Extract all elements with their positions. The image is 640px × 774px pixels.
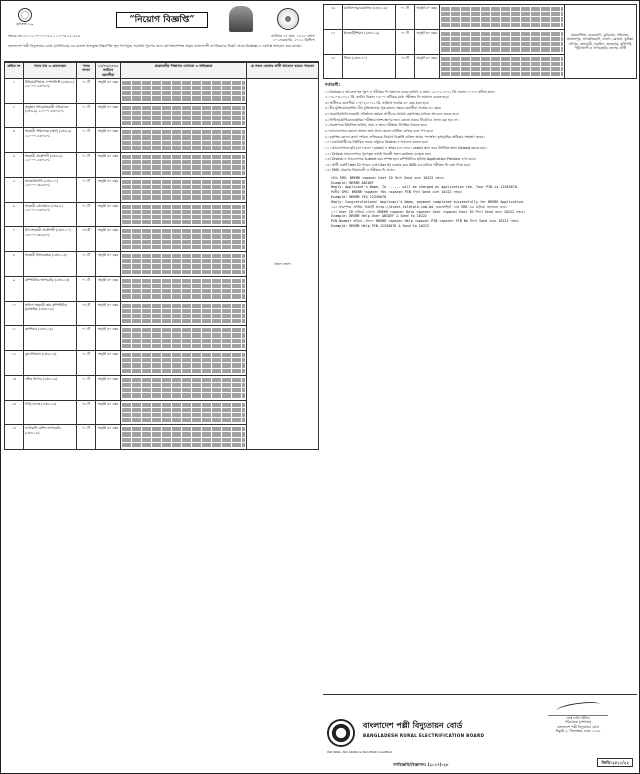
- row-count: ০৫ টি: [395, 54, 414, 79]
- row-serial: ৫: [5, 177, 24, 202]
- qualification-text-line: [122, 358, 245, 362]
- row-serial: ৪: [5, 153, 24, 178]
- qualification-text-line: [122, 135, 245, 139]
- row-serial: ৯: [5, 276, 24, 301]
- row-qualification: [121, 351, 247, 376]
- row-serial: ৩: [5, 128, 24, 153]
- terms-item: ১০। চাকরিপ্রার্থীদের নির্ধারিত ফরমে শুধুমাত্র Online-এ আবেদন করতে হবে।: [325, 140, 429, 145]
- row-post: অনুষ্ঠান সচিব/সহকারী পরিচালক (গ্রেড-৯) ২২০০০-৫৩০৬০/-: [23, 103, 76, 128]
- qualification-text-line: [122, 220, 245, 224]
- qualification-text-line: [122, 333, 245, 337]
- qualification-text-line: [441, 72, 563, 76]
- signer-name: মোঃ ফরিদ উদ্দিন: [566, 716, 590, 720]
- qualification-text-line: [122, 279, 245, 283]
- sun-icon: [18, 8, 32, 22]
- signer-office: বাংলাদেশ পল্লী বিদ্যুতায়ন বোর্ড: [557, 724, 599, 729]
- terms-list: [323, 90, 637, 173]
- qualification-text-line: [441, 57, 563, 61]
- sms-line: Reply: Applicant's Name, Tk ...... will be charged as application fee. Your PIN is 12345678.: [331, 185, 519, 190]
- signature-image: [548, 698, 608, 716]
- qualification-text-line: [122, 339, 245, 343]
- row-count: ০১ টি: [77, 202, 96, 227]
- row-serial: ২: [5, 103, 24, 128]
- sms-line: ১৬। প্রবেশপত্র প্রাপ্তির বিষয়টি http://brebr.teletalk.com.bd ওয়েবসাইটে এবং SMS-এর মাধ্যমে জানানো হবে।: [331, 204, 507, 209]
- qualification-text-line: [122, 185, 245, 189]
- row-qualification: [121, 301, 247, 326]
- row-serial: ১৬: [324, 5, 343, 30]
- row-district: ময়মনসিংহ, নেত্রকোণা, কুড়িগ্রাম, গাইবান্ধা, জামালপুর, লালমনিরহাট, ভোলা, বরগুনা, কুমিল্লা, চাঁদপুর, রাজবাড়ী, নড়াইল, মেহেরপুর, মুন্সিগঞ্জ, পটুয়াখালী ও খাগড়াছড়ি জেলার প্রার্থী: [564, 5, 636, 79]
- memo-date-row: [8, 34, 315, 43]
- terms-item: ১৫। SMS প্রেরণের নিয়মাবলী ও পরীক্ষার ফি প্রদান:: [325, 168, 395, 173]
- qualification-text-line: [441, 7, 563, 11]
- terms-item: ১। Online-এ আবেদনপত্র পূরণ ও পরীক্ষার ফি জমাদান শুরুর তারিখ ও সময়: ১৫-০২-২০২২ খ্রি. সকাল ১০:০০ ঘটিকা হতে।: [325, 89, 495, 94]
- qualification-text-line: [122, 91, 245, 95]
- intro-text: বাংলাদেশ পল্লী বিদ্যুতায়ন বোর্ড (বাপবিবো)-এর রাজস্ব খাতভুক্ত নিম্নবর্ণিত শূন্য পদসমূহে সরাসরি পূরণের জন্য যোগ্যতাসম্পন্ন প্রকৃত বাংলাদেশী নাগরিকদের নিকট থেকে Online-এ দরখাস্ত আহবান করা যাচ্ছে।: [8, 44, 302, 48]
- qualification-text-line: [122, 121, 245, 125]
- row-qualification: [121, 326, 247, 351]
- header: [4, 4, 319, 62]
- qualification-text-line: [122, 427, 245, 431]
- right-column: [323, 4, 637, 770]
- qualification-text-line: [122, 432, 245, 436]
- row-age: অনূর্ধ্ব ৩০ বছর: [96, 400, 121, 425]
- vacancy-table-continued: [323, 4, 637, 79]
- row-qualification: [121, 128, 247, 153]
- qualification-text-line: [122, 264, 245, 268]
- qualification-text-line: [441, 17, 563, 21]
- qualification-text-line: [122, 254, 245, 258]
- row-qualification: [121, 375, 247, 400]
- govt-seal-icon: [277, 8, 299, 30]
- qualification-text-line: [122, 388, 245, 392]
- qualification-text-line: [122, 294, 245, 298]
- row-serial: ১০: [5, 301, 24, 326]
- qualification-text-line: [122, 210, 245, 214]
- qualification-text-line: [122, 304, 245, 308]
- row-qualification: [121, 425, 247, 450]
- row-post: অফিস সহকারী কাম কম্পিউটার মুদ্রাক্ষরিক (গ্রেড-১৬): [23, 301, 76, 326]
- terms-title: শর্তাবলী:: [325, 82, 341, 88]
- row-post: পিয়ন (গ্রেড-২০): [342, 54, 395, 79]
- sms-line: প্রথম SMS: BREBR <space> User ID লিখে Send করুন 16222 নম্বরে।: [331, 175, 444, 180]
- qualification-text-line: [122, 284, 245, 288]
- row-age: অনূর্ধ্ব ৩০ বছর: [96, 301, 121, 326]
- qualification-text-line: [122, 165, 245, 169]
- row-qualification: [121, 202, 247, 227]
- sms-line: Example: BREBR ABCDEF: [331, 180, 374, 185]
- row-post: সহকারী হিসাবরক্ষক (গ্রেড-১৩): [23, 252, 76, 277]
- row-qualification: [121, 227, 247, 252]
- row-post: সহকারী প্রকৌশলী (গ্রেড-৯) ২২০০০-৫৩০৬০/-: [23, 153, 76, 178]
- row-post: মিডিয়া/পিআর স্পেশালিস্ট (গ্রেড-৯) ২২০০০-৫৩০৬০/-: [23, 78, 76, 103]
- terms-item: ৩। প্রার্থীদের বয়সসীমা ১০/০২/২০২২ খ্রি. তারিখে সর্বোচ্চ ৩০ বছর হতে হবে।: [325, 100, 429, 105]
- qualification-text-line: [122, 408, 245, 412]
- sms-line: ১৭। User ID হারিয়ে গেলে: BREBR <space> Help <space> User <space> User ID লিখে Send করুন 16222 নম্বরে।: [331, 209, 525, 214]
- terms-item: ১২। Online আবেদনপত্রে পূরণকৃত তথ্যই পরবর্তী সকল কার্যক্রমে ব্যবহৃত হবে।: [325, 151, 432, 156]
- row-age: অনূর্ধ্ব ৩০ বছর: [96, 252, 121, 277]
- signature-block: [523, 698, 633, 733]
- row-age: অনূর্ধ্ব ৩০ বছর: [96, 128, 121, 153]
- terms-item: ১৪। প্রার্থী একটি User ID পাবেন এবং User ID ব্যবহার করে SMS-এর মাধ্যমে পরীক্ষার ফি জমা দিতে হবে।: [325, 162, 471, 167]
- qualification-text-line: [441, 37, 563, 41]
- row-post: অ্যাকাউন্টেন্ট (গ্রেড-১০) ১৬০০০-৩৮৬৪০/-: [23, 177, 76, 202]
- qualification-text-line: [122, 155, 245, 159]
- row-serial: ১৪: [5, 400, 24, 425]
- terms-item: ১১। আবেদনপত্রে ছবি (৩০০×৩০০ pixel) ও স্বাক্ষর (৩০০×৮০ pixel) স্ক্যান করে নির্ধারিত স্থানে Upload করতে হবে।: [325, 145, 487, 150]
- row-count: ০১ টি: [77, 276, 96, 301]
- memo-number: স্মারক নং-২৭.১২.০০০০.০৫৫.১১.০০৩.২২-২৮৯: [8, 34, 81, 38]
- qualification-text-line: [122, 146, 245, 150]
- qualification-text-line: [122, 190, 245, 194]
- row-age: অনূর্ধ্ব ৩০ বছর: [96, 103, 121, 128]
- header-count: পদের সংখ্যা: [77, 63, 96, 79]
- row-qualification: [121, 400, 247, 425]
- date-block: [271, 34, 315, 43]
- row-age: অনূর্ধ্ব ৩০ বছর: [414, 54, 439, 79]
- portrait-image: [229, 6, 253, 32]
- brand-name-english: BANGLADESH RURAL ELECTRIFICATION BOARD: [363, 733, 485, 738]
- sms-line: PIN Number হারিয়ে গেলে: BREBR <space> Help <space> PIN <space> PIN No লিখে Send করুন 16222 নম্বরে।: [331, 219, 520, 224]
- row-count: ০১ টি: [77, 78, 96, 103]
- row-age: অনূর্ধ্ব ৩০ বছর: [96, 276, 121, 301]
- row-serial: ১৭: [324, 29, 343, 54]
- qualification-text-line: [122, 289, 245, 293]
- terms-item: ৪। বীর মুক্তিযোদ্ধা/শহিদ বীর মুক্তিযোদ্ধার পুত্র-কন্যার ক্ষেত্রে বয়সসীমা সর্বোচ্চ ৩২ বছর।: [325, 106, 442, 111]
- row-count: ০১ টি: [77, 351, 96, 376]
- row-post: স্টোর কিপার (গ্রেড-১৬): [23, 375, 76, 400]
- qualification-text-line: [122, 438, 245, 442]
- row-serial: ৬: [5, 202, 24, 227]
- qualification-text-line: [441, 23, 563, 27]
- sms-line: Example: BREBR Help User ABCDEF & Send to 16222: [331, 214, 427, 219]
- table-row: [5, 78, 319, 103]
- qualification-text-line: [441, 42, 563, 46]
- terms-item: ১৩। Online-এ আবেদনপত্র Submit করা সম্পন্ন হলে কম্পিউটারে ছবিসহ Application Preview দেখা যাবে।: [325, 157, 476, 162]
- table-header-row: [5, 63, 319, 79]
- qualification-text-line: [122, 378, 245, 382]
- row-count: ০১ টি: [77, 425, 96, 450]
- row-qualification: [439, 54, 564, 79]
- qualification-text-line: [122, 130, 245, 134]
- sms-instructions: [323, 174, 637, 230]
- row-count: ০১ টি: [395, 5, 414, 30]
- row-count: ০৮ টি: [77, 400, 96, 425]
- qualification-text-line: [441, 62, 563, 66]
- qualification-text-line: [122, 418, 245, 422]
- row-count: ০১ টি: [77, 326, 96, 351]
- qualification-text-line: [122, 240, 245, 244]
- row-age: অনূর্ধ্ব ৩০ বছর: [96, 425, 121, 450]
- header-serial: ক্রমিক নং: [5, 63, 24, 79]
- row-post: ইলেকট্রিশিয়ান (গ্রেড-১৬): [342, 29, 395, 54]
- row-post: উপ-সহকারী প্রকৌশলী (গ্রেড-১০) ১৬০০০-৩৮৬৪০/-: [23, 227, 76, 252]
- table-row: [324, 5, 637, 30]
- row-qualification: [121, 276, 247, 301]
- qualification-text-line: [441, 12, 563, 16]
- qualification-text-line: [441, 47, 563, 51]
- qualification-text-line: [122, 86, 245, 90]
- header-district: যে সকল জেলার প্রার্থী আবেদন করতে পারবেন: [246, 63, 318, 79]
- row-qualification: [439, 29, 564, 54]
- row-qualification: [121, 252, 247, 277]
- signer-title: পরিচালক (প্রশাসন): [564, 720, 592, 725]
- row-age: অনূর্ধ্ব ৩০ বছর: [96, 153, 121, 178]
- row-serial: ১২: [5, 351, 24, 376]
- footer: [323, 694, 637, 770]
- qualification-text-line: [122, 171, 245, 175]
- row-age: অনূর্ধ্ব ৩০ বছর: [96, 202, 121, 227]
- sms-line: Example: BREBR YES 12345678: [331, 195, 387, 200]
- qualification-text-line: [122, 363, 245, 367]
- row-post: ক্যাশিয়ার (গ্রেড-১৬): [23, 326, 76, 351]
- terms-item: ৬। লিখিত/মৌখিক/ব্যবহারিক পরীক্ষায় অংশগ্রহণের জন্য কোনো প্রকার টিএ/ডিএ প্রদান করা হবে না।: [325, 117, 459, 122]
- qualification-text-line: [122, 111, 245, 115]
- signer-address: নিকুঞ্জ-২, খিলক্ষেত, ঢাকা-১২২৯: [555, 728, 601, 733]
- qualification-text-line: [122, 81, 245, 85]
- header-age: ১০/০২/২০২২ তারিখে বয়সসীমা: [96, 63, 121, 79]
- row-age: অনূর্ধ্ব ৩০ বছর: [96, 78, 121, 103]
- row-age: অনূর্ধ্ব ৩০ বছর: [96, 351, 121, 376]
- breb-logo-icon: [327, 719, 355, 747]
- terms-item: ৫। সরকারি/আধা-সরকারি প্রতিষ্ঠানে কর্মরত প্রার্থীদের যথাযথ কর্তৃপক্ষের মাধ্যমে আবেদন করতে হবে।: [325, 112, 459, 117]
- row-post: গাড়ি চালক (গ্রেড-১৬): [23, 400, 76, 425]
- qualification-text-line: [122, 96, 245, 100]
- row-qualification: [121, 103, 247, 128]
- row-count: ০১ টি: [77, 252, 96, 277]
- logo-caption: মুজিববর্ষ ১০০: [16, 22, 34, 26]
- row-count: ০১ টি: [77, 103, 96, 128]
- mujib-borsho-logo: [10, 8, 40, 30]
- qualification-text-line: [122, 141, 245, 145]
- qualification-text-line: [122, 413, 245, 417]
- row-post: কম্পিউটার অপারেটর (গ্রেড-১৩): [23, 276, 76, 301]
- qualification-text-line: [122, 314, 245, 318]
- brand-name-bangla: বাংলাদেশ পল্লী বিদ্যুতায়ন বোর্ড: [363, 721, 463, 730]
- row-count: ০১ টি: [77, 153, 96, 178]
- qualification-text-line: [122, 309, 245, 313]
- row-count: ০১ টি: [395, 29, 414, 54]
- qualification-text-line: [122, 106, 245, 110]
- row-qualification: [439, 5, 564, 30]
- advert-label: গণবিজ্ঞপ্তি/বিজ্ঞাপন: (২০১৭)-২৮: [393, 762, 449, 767]
- row-post: ফটোকপি মেশিন অপারেটর (গ্রেড-১৮): [23, 425, 76, 450]
- row-age: অনূর্ধ্ব ৩০ বছর: [96, 326, 121, 351]
- qualification-text-line: [122, 344, 245, 348]
- row-age: অনূর্ধ্ব ৩০ বছর: [414, 5, 439, 30]
- header-qualification: প্রয়োজনীয় শিক্ষাগত যোগ্যতা ও অভিজ্ঞতা: [121, 63, 247, 79]
- header-post: পদের নাম ও বেতনস্কেল: [23, 63, 76, 79]
- terms-item: ৮। আবেদনপত্রে কোনো অসত্য তথ্য প্রদান করলে প্রার্থিতা বাতিল বলে গণ্য হবে।: [325, 128, 433, 133]
- qualification-text-line: [122, 270, 245, 274]
- row-qualification: [121, 177, 247, 202]
- qualification-text-line: [122, 443, 245, 447]
- date-english: ১০ ফেব্রুয়ারি, ২০২২ খ্রিস্টাব্দ: [272, 38, 315, 43]
- sms-line: দ্বিতীয় SMS: BREBR <space> Yes <space> PIN লিখে Send করুন 16222 নম্বরে।: [331, 190, 463, 195]
- qualification-text-line: [122, 393, 245, 397]
- row-post: ড্রাফটসম্যান (গ্রেড-১৬): [23, 351, 76, 376]
- sms-line: Example: BREBR Help PIN 12345678 & Send to 16222: [331, 224, 429, 229]
- qualification-text-line: [122, 319, 245, 323]
- row-district: সকল জেলা: [246, 78, 318, 449]
- row-serial: ১৩: [5, 375, 24, 400]
- row-count: ০১ টি: [77, 128, 96, 153]
- row-serial: ১: [5, 78, 24, 103]
- row-count: ০১ টি: [77, 177, 96, 202]
- terms-item: ২। ০৯-০৩-২০২২ খ্রি. তারিখ বিকাল ০৫:০০ ঘটিকার মধ্যে পরীক্ষার ফি জমাদান করতে হবে।: [325, 95, 449, 100]
- row-serial: ৭: [5, 227, 24, 252]
- qualification-text-line: [122, 353, 245, 357]
- qualification-text-line: [122, 205, 245, 209]
- row-post: সহকারী পরিচালক (অর্থ) (গ্রেড-৯) ২২০০০-৫৩০৬০/-: [23, 128, 76, 153]
- qualification-text-line: [122, 180, 245, 184]
- iso-certification: ISO 9001, ISO 14001 & ISO 45001 Certified: [327, 750, 392, 754]
- row-count: ০৬ টি: [77, 301, 96, 326]
- row-serial: ১৫: [5, 425, 24, 450]
- qualification-text-line: [122, 160, 245, 164]
- qualification-text-line: [122, 383, 245, 387]
- date-bangla: ২৭ মাঘ, ১৪২৮ বঙ্গাব্দ: [283, 34, 315, 38]
- terms-item: ৭। প্রবেশপত্রে উল্লিখিত তারিখ, সময় ও স্থানে পরীক্ষায় উপস্থিত থাকতে হবে।: [325, 123, 428, 128]
- qualification-text-line: [441, 67, 563, 71]
- row-post: ক্যাটালগার/মেকানিক (গ্রেড-১৬): [342, 5, 395, 30]
- advert-number: জিডি-২৫১১/২২: [597, 758, 633, 767]
- qualification-text-line: [122, 259, 245, 263]
- sms-line: Reply: Congratulations! Applicant's Name, payment completed successfully for BREBR Application.: [331, 199, 525, 204]
- left-column: [4, 4, 319, 770]
- row-serial: ১৮: [324, 54, 343, 79]
- row-count: ০১ টি: [77, 375, 96, 400]
- qualification-text-line: [122, 195, 245, 199]
- page-title: “নিয়োগ বিজ্ঞপ্তি”: [116, 12, 208, 28]
- row-age: অনূর্ধ্ব ৩০ বছর: [414, 29, 439, 54]
- qualification-text-line: [122, 116, 245, 120]
- row-age: অনূর্ধ্ব ৩০ বছর: [96, 227, 121, 252]
- qualification-text-line: [122, 328, 245, 332]
- row-age: অনূর্ধ্ব ৩০ বছর: [96, 375, 121, 400]
- row-post: সহকারী প্রোগ্রামার (গ্রেড-৯) ২২০০০-৫৩০৬০/-: [23, 202, 76, 227]
- terms-item: ৯। কর্তৃপক্ষ কোনো কারণ দর্শানো ব্যতিরেকে নিয়োগ বিজ্ঞপ্তি বাতিল অথবা পদসংখ্যা হ্রাস/বৃদ্ধির অধিকার সংরক্ষণ করেন।: [325, 134, 485, 139]
- qualification-text-line: [122, 369, 245, 373]
- row-count: ০৩ টি: [77, 227, 96, 252]
- qualification-text-line: [122, 215, 245, 219]
- vacancy-table: [4, 62, 319, 450]
- row-qualification: [121, 78, 247, 103]
- qualification-text-line: [122, 234, 245, 238]
- row-serial: ১১: [5, 326, 24, 351]
- vacancy-rows-continued: [324, 5, 637, 79]
- qualification-text-line: [122, 229, 245, 233]
- qualification-text-line: [122, 245, 245, 249]
- row-age: অনূর্ধ্ব ৩০ বছর: [96, 177, 121, 202]
- qualification-text-line: [441, 32, 563, 36]
- vacancy-rows: [5, 78, 319, 449]
- breb-brand: [327, 719, 533, 749]
- qualification-text-line: [122, 403, 245, 407]
- row-qualification: [121, 153, 247, 178]
- row-serial: ৮: [5, 252, 24, 277]
- date-label: তারিখঃ: [271, 34, 283, 38]
